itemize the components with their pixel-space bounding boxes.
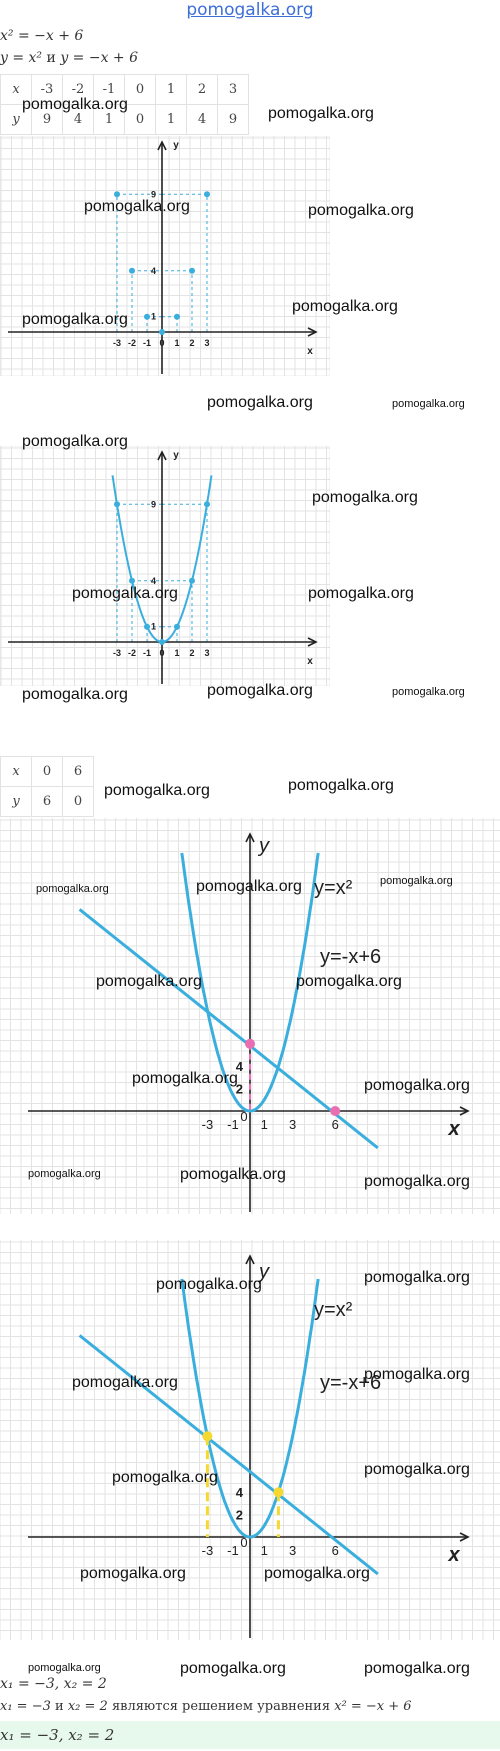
plot-area bbox=[0, 446, 330, 686]
x-tick-label: 0 bbox=[240, 1535, 248, 1550]
data-point bbox=[129, 578, 135, 584]
watermark: pomogalka.org bbox=[308, 585, 414, 602]
y-axis-label: y bbox=[173, 450, 179, 461]
data-point bbox=[189, 268, 195, 274]
table-header-x: x bbox=[1, 757, 32, 787]
root-one: x₁ = −3 bbox=[0, 1699, 51, 1714]
data-point bbox=[174, 624, 180, 630]
table-header-y: y bbox=[1, 105, 32, 135]
table-cell: 6 bbox=[63, 757, 94, 787]
series-label-line: y=-x+6 bbox=[320, 946, 382, 968]
y-tick-label: 4 bbox=[235, 1485, 243, 1501]
data-point bbox=[189, 578, 195, 584]
intersection-point bbox=[273, 1487, 283, 1497]
x-tick-label: 2 bbox=[189, 648, 195, 658]
y-tick-label: 1 bbox=[150, 621, 156, 632]
x-tick-label: 0 bbox=[159, 338, 165, 348]
watermark: pomogalka.org bbox=[22, 686, 128, 703]
x-tick-label: 1 bbox=[260, 1117, 268, 1132]
data-point bbox=[174, 314, 180, 320]
table-cell: 9 bbox=[32, 105, 63, 135]
highlight-point bbox=[245, 1039, 255, 1049]
watermark: pomogalka.org bbox=[180, 1660, 286, 1677]
y-tick-label: 4 bbox=[235, 1059, 243, 1075]
watermark: pomogalka.org bbox=[104, 782, 210, 799]
watermark: pomogalka.org bbox=[308, 202, 414, 219]
x-tick-label: 2 bbox=[189, 338, 195, 348]
values-table-line bbox=[0, 756, 94, 817]
answer-text: x₁ = −3, x₂ = 2 bbox=[0, 1726, 115, 1744]
x-tick-label: 1 bbox=[260, 1543, 268, 1558]
x-tick-label: 3 bbox=[288, 1117, 297, 1132]
y-tick-label: 9 bbox=[150, 499, 156, 510]
data-point bbox=[204, 501, 210, 507]
table-row bbox=[1, 757, 94, 787]
table-cell: 9 bbox=[218, 105, 249, 135]
x-tick-label: -2 bbox=[127, 648, 137, 658]
result-roots: x₁ = −3, x₂ = 2 bbox=[0, 1676, 107, 1692]
watermark: pomogalka.org bbox=[264, 1565, 370, 1582]
data-point bbox=[114, 501, 120, 507]
x-tick-label: 6 bbox=[331, 1117, 339, 1132]
watermark: pomogalka.org bbox=[22, 96, 128, 113]
watermark: pomogalka.org bbox=[72, 585, 178, 602]
x-tick-label: 1 bbox=[174, 338, 180, 348]
conjunction: и bbox=[46, 50, 56, 66]
x-tick-label: -3 bbox=[201, 1117, 214, 1132]
table-cell: -3 bbox=[32, 75, 63, 105]
watermark: pomogalka.org bbox=[364, 1366, 470, 1383]
root-two: x₂ = 2 bbox=[67, 1699, 108, 1714]
answer-line bbox=[0, 1726, 114, 1744]
watermark: pomogalka.org bbox=[22, 311, 128, 328]
data-point bbox=[144, 314, 150, 320]
watermark: pomogalka.org bbox=[392, 398, 465, 410]
data-point bbox=[129, 268, 135, 274]
equation-line bbox=[0, 28, 83, 44]
series-label-parabola: y=x² bbox=[314, 1299, 353, 1321]
x-axis-label: x bbox=[448, 1118, 460, 1140]
table-cell: 0 bbox=[125, 75, 156, 105]
table-cell: -2 bbox=[63, 75, 94, 105]
y-tick-label: 9 bbox=[150, 189, 156, 200]
conclusion-line bbox=[0, 1699, 412, 1714]
watermark: pomogalka.org bbox=[180, 1166, 286, 1183]
watermark: pomogalka.org bbox=[196, 878, 302, 895]
watermark: pomogalka.org bbox=[364, 1660, 470, 1677]
data-point bbox=[159, 639, 165, 645]
table-cell: 4 bbox=[63, 105, 94, 135]
y-tick-label: 4 bbox=[150, 575, 156, 586]
table-cell: 6 bbox=[32, 787, 63, 817]
x-tick-label: -1 bbox=[142, 338, 152, 348]
table-header-x: x bbox=[1, 75, 32, 105]
watermark: pomogalka.org bbox=[364, 1461, 470, 1478]
x-tick-label: -3 bbox=[112, 338, 122, 348]
x-tick-label: 1 bbox=[174, 648, 180, 658]
watermark: pomogalka.org bbox=[112, 1469, 218, 1486]
x-tick-label: 6 bbox=[331, 1543, 339, 1558]
table-cell: 3 bbox=[218, 75, 249, 105]
watermark: pomogalka.org bbox=[207, 682, 313, 699]
x-tick-label: 3 bbox=[288, 1543, 297, 1558]
watermark: pomogalka.org bbox=[288, 777, 394, 794]
watermark: pomogalka.org bbox=[84, 198, 190, 215]
x-axis-label: x bbox=[307, 346, 313, 357]
x-tick-label: 0 bbox=[240, 1109, 248, 1124]
y-axis-label: y bbox=[173, 140, 179, 151]
table-row bbox=[1, 787, 94, 817]
watermark: pomogalka.org bbox=[364, 1269, 470, 1286]
table-cell: 2 bbox=[187, 75, 218, 105]
table-cell: 1 bbox=[156, 105, 187, 135]
watermark: pomogalka.org bbox=[22, 433, 128, 450]
chart-system-solution bbox=[0, 1240, 500, 1640]
x-tick-label: -3 bbox=[201, 1543, 214, 1558]
watermark: pomogalka.org bbox=[28, 1168, 101, 1180]
data-point bbox=[114, 191, 120, 197]
data-point bbox=[159, 329, 165, 335]
result-line bbox=[0, 1676, 107, 1692]
table-cell: 0 bbox=[125, 105, 156, 135]
x-tick-label: -2 bbox=[127, 338, 137, 348]
x-tick-label: -1 bbox=[227, 1117, 239, 1132]
y-tick-label: 2 bbox=[235, 1507, 243, 1523]
watermark: pomogalka.org bbox=[96, 973, 202, 990]
watermark: pomogalka.org bbox=[268, 105, 374, 122]
chart-parabola-points bbox=[0, 136, 330, 376]
series-label-parabola: y=x² bbox=[314, 877, 353, 899]
function-line: y = −x + 6 bbox=[60, 50, 139, 66]
watermark: pomogalka.org bbox=[156, 1276, 262, 1293]
watermark: pomogalka.org bbox=[72, 1374, 178, 1391]
watermark: pomogalka.org bbox=[132, 1070, 238, 1087]
conjunction: и bbox=[55, 1699, 64, 1714]
table-cell: 4 bbox=[187, 105, 218, 135]
site-title[interactable]: pomogalka.org bbox=[186, 0, 314, 20]
series-label-line: y=-x+6 bbox=[320, 1372, 382, 1394]
y-tick-label: 4 bbox=[150, 265, 156, 276]
watermark: pomogalka.org bbox=[364, 1173, 470, 1190]
watermark: pomogalka.org bbox=[392, 686, 465, 698]
watermark: pomogalka.org bbox=[380, 875, 453, 887]
data-point bbox=[144, 624, 150, 630]
functions-line bbox=[0, 50, 138, 66]
data-point bbox=[204, 191, 210, 197]
x-tick-label: 3 bbox=[204, 648, 210, 658]
chart-parabola-curve bbox=[0, 446, 330, 686]
watermark: pomogalka.org bbox=[292, 298, 398, 315]
x-tick-label: -1 bbox=[142, 648, 152, 658]
highlight-point bbox=[330, 1106, 340, 1116]
table-cell: 0 bbox=[32, 757, 63, 787]
y-tick-label: 1 bbox=[150, 311, 156, 322]
watermark: pomogalka.org bbox=[312, 489, 418, 506]
function-parabola: y = x² bbox=[0, 50, 43, 66]
x-tick-label: 3 bbox=[204, 338, 210, 348]
watermark: pomogalka.org bbox=[36, 883, 109, 895]
x-tick-label: -3 bbox=[112, 648, 122, 658]
plot-area bbox=[0, 136, 330, 376]
y-axis-label: y bbox=[259, 1261, 269, 1283]
watermark: pomogalka.org bbox=[207, 394, 313, 411]
watermark: pomogalka.org bbox=[364, 1077, 470, 1094]
watermark: pomogalka.org bbox=[28, 1662, 101, 1674]
equation: x² = −x + 6 bbox=[0, 28, 84, 44]
x-tick-label: 0 bbox=[159, 648, 165, 658]
y-axis-label: y bbox=[259, 835, 269, 857]
table-header-y: y bbox=[1, 787, 32, 817]
table-cell: 0 bbox=[63, 787, 94, 817]
watermark: pomogalka.org bbox=[80, 1565, 186, 1582]
x-tick-label: -1 bbox=[227, 1543, 239, 1558]
y-tick-label: 2 bbox=[235, 1081, 243, 1097]
table-cell: 1 bbox=[156, 75, 187, 105]
conclusion-text: являются решением уравнения bbox=[111, 1699, 331, 1714]
watermark: pomogalka.org bbox=[296, 973, 402, 990]
x-axis-label: x bbox=[307, 656, 313, 667]
x-axis-label: x bbox=[448, 1544, 460, 1566]
table-cell: -1 bbox=[94, 75, 125, 105]
table-cell: 1 bbox=[94, 105, 125, 135]
conclusion-equation: x² = −x + 6 bbox=[334, 1699, 412, 1714]
intersection-point bbox=[202, 1431, 212, 1441]
